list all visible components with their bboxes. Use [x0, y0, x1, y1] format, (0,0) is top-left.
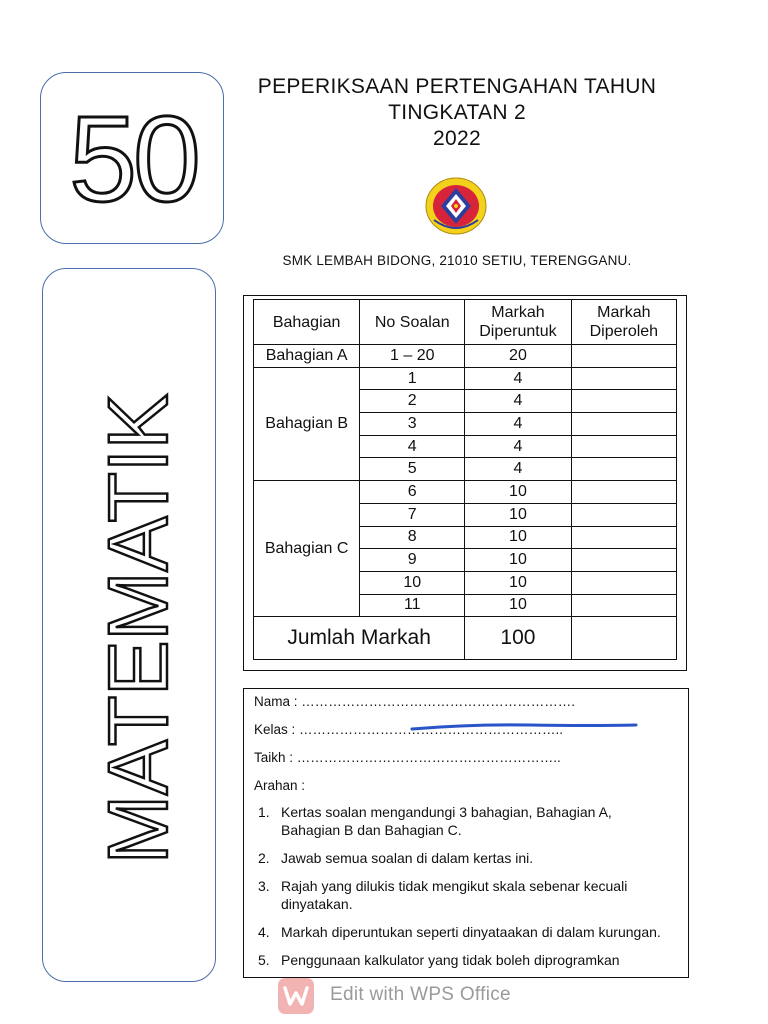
item-number: 5. — [258, 952, 270, 968]
question-no: 11 — [360, 594, 465, 617]
obtained-cell — [571, 390, 676, 413]
item-number: 4. — [258, 924, 270, 940]
question-marks: 10 — [465, 503, 571, 526]
marks-table — [253, 299, 677, 660]
obtained-cell — [571, 413, 676, 436]
item-text: Kertas soalan mengandungi 3 bahagian, Bahagian A, Bahagian B dan Bahagian C. — [281, 804, 612, 838]
list-item — [254, 849, 674, 867]
total-row — [254, 617, 677, 660]
total-value: 100 — [465, 617, 571, 660]
total-label: Jumlah Markah — [254, 617, 465, 660]
obtained-cell — [571, 367, 676, 390]
table-row — [254, 481, 677, 504]
question-marks: 4 — [465, 367, 571, 390]
instructions-list — [254, 803, 674, 978]
wps-watermark-text: Edit with WPS Office — [330, 984, 511, 1005]
instructions-label: Arahan : — [254, 778, 306, 793]
subject-svg — [43, 269, 217, 983]
obtained-cell — [571, 345, 676, 368]
form-level: TINGKATAN 2 — [388, 101, 526, 124]
header-question-no: No Soalan — [360, 300, 465, 345]
question-marks: 4 — [465, 390, 571, 413]
header-section: Bahagian — [254, 300, 360, 345]
question-marks: 4 — [465, 413, 571, 436]
marks-badge-box — [40, 72, 224, 244]
item-text: Penggunaan kalkulator yang tidak boleh diprogramkan — [281, 952, 620, 968]
item-number: 3. — [258, 878, 270, 894]
table-row — [254, 367, 677, 390]
question-marks: 4 — [465, 458, 571, 481]
question-no: 1 — [360, 367, 465, 390]
table-header-row — [254, 300, 677, 345]
question-marks: 10 — [465, 481, 571, 504]
subject-title: MATEMATIK — [91, 386, 186, 864]
total-obtained-cell — [571, 617, 676, 660]
name-field[interactable]: Nama : ……………………………………………………. — [254, 694, 576, 709]
header-marks-allocated — [465, 300, 571, 345]
question-marks: 10 — [465, 549, 571, 572]
wps-watermark[interactable] — [278, 976, 518, 1016]
item-number: 2. — [258, 850, 270, 866]
question-no: 9 — [360, 549, 465, 572]
item-text: Markah diperuntukan seperti dinyataakan di dalam kurungan. — [281, 924, 661, 940]
list-item — [254, 923, 674, 941]
exam-title: PEPERIKSAAN PERTENGAHAN TAHUN — [257, 75, 657, 98]
obtained-cell — [571, 435, 676, 458]
school-name: SMK LEMBAH BIDONG, 21010 SETIU, TERENGGANU. — [282, 253, 632, 268]
obtained-cell — [571, 526, 676, 549]
exam-year: 2022 — [433, 127, 481, 150]
table-row — [254, 345, 677, 368]
obtained-cell — [571, 549, 676, 572]
class-field[interactable]: Kelas : ………………………………………………….. — [254, 722, 564, 737]
section-c-label: Bahagian C — [254, 481, 360, 617]
school-crest-icon — [424, 176, 488, 236]
header-marks-allocated-line2: Diperuntuk — [479, 323, 557, 340]
header-marks-obtained-line2: Diperoleh — [589, 323, 659, 340]
obtained-cell — [571, 571, 676, 594]
question-marks: 4 — [465, 435, 571, 458]
item-number: 1. — [258, 804, 270, 820]
question-marks: 10 — [465, 526, 571, 549]
question-no: 8 — [360, 526, 465, 549]
header-marks-obtained-line1: Markah — [597, 304, 651, 321]
item-text: Rajah yang dilukis tidak mengikut skala sebenar kecuali dinyatakan. — [281, 878, 628, 912]
question-no: 6 — [360, 481, 465, 504]
section-a-label: Bahagian A — [254, 345, 360, 368]
section-b-label: Bahagian B — [254, 367, 360, 480]
item-text: Jawab semua soalan di dalam kertas ini. — [281, 850, 534, 866]
question-no: 5 — [360, 458, 465, 481]
marks-badge-text: 50 — [69, 91, 197, 227]
header-marks-obtained — [571, 300, 676, 345]
section-a-marks: 20 — [465, 345, 571, 368]
question-no: 4 — [360, 435, 465, 458]
question-marks: 10 — [465, 594, 571, 617]
question-no: 3 — [360, 413, 465, 436]
date-field[interactable]: Taikh : ………………………………………………….. — [254, 750, 561, 765]
question-no: 10 — [360, 571, 465, 594]
header-marks-allocated-line1: Markah — [491, 304, 545, 321]
question-no: 2 — [360, 390, 465, 413]
obtained-cell — [571, 458, 676, 481]
list-item — [254, 877, 674, 913]
obtained-cell — [571, 481, 676, 504]
marks-badge-svg — [41, 73, 225, 245]
list-item — [254, 803, 674, 839]
question-marks: 10 — [465, 571, 571, 594]
obtained-cell — [571, 503, 676, 526]
obtained-cell — [571, 594, 676, 617]
wps-logo-icon — [278, 978, 314, 1014]
section-a-questions: 1 – 20 — [360, 345, 465, 368]
question-no: 7 — [360, 503, 465, 526]
subject-box — [42, 268, 216, 982]
pen-scribble — [410, 720, 640, 734]
list-item — [254, 951, 674, 969]
